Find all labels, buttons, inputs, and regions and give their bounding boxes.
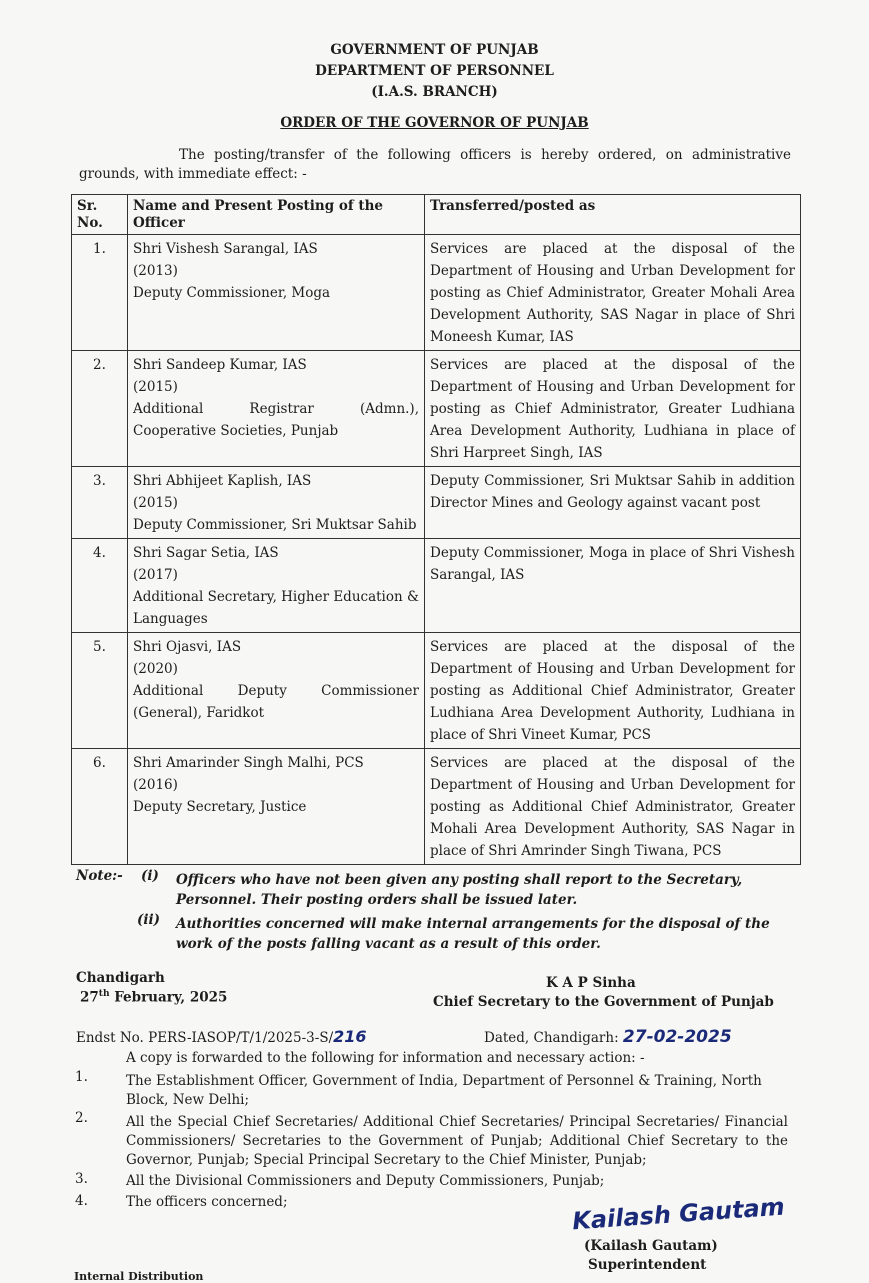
row-sr: 6. — [72, 749, 128, 865]
internal-distribution-heading: Internal Distribution — [74, 1270, 204, 1283]
endorsement-dated-label: Dated, Chandigarh: — [484, 1030, 619, 1046]
endorsement-handwritten-number: 216 — [333, 1027, 367, 1046]
copy-item-2-num: 2. — [75, 1110, 88, 1126]
row-sr: 4. — [72, 539, 128, 633]
endorsement-number — [76, 1027, 367, 1046]
officer-name: Shri Ojasvi, IAS — [133, 639, 242, 655]
row-sr: 5. — [72, 633, 128, 749]
officer-name: Shri Abhijeet Kaplish, IAS — [133, 473, 312, 489]
officer-name: Shri Sagar Setia, IAS — [133, 545, 279, 561]
copy-item-4-text: The officers concerned; — [126, 1194, 288, 1210]
row-transfer: Services are placed at the disposal of the Department of Housing and Urban Development for posting as Chief Administrator, Greater Ludhiana Area Development Authority, Ludhiana in place of Shri Harpreet Singh, IAS — [425, 351, 801, 467]
place: Chandigarh — [76, 970, 165, 986]
row-transfer: Services are placed at the disposal of the Department of Housing and Urban Development for posting as Additional Chief Administrator, Greater Mohali Area Development Authority, SAS Nagar in place of Shri Amrinder Singh Tiwana, PCS — [425, 749, 801, 865]
header-name-posting: Name and Present Posting of the Officer — [128, 195, 425, 235]
superintendent-name: (Kailash Gautam) — [584, 1238, 718, 1254]
table-row — [72, 235, 801, 351]
endorsement-prefix: Endst No. PERS-IASOP/T/1/2025-3-S/ — [76, 1030, 334, 1046]
signatory-name: K A P Sinha — [546, 975, 636, 991]
copy-item-1-num: 1. — [75, 1069, 88, 1085]
endorsement-dated — [484, 1027, 732, 1047]
note-2-num: (ii) — [137, 912, 161, 928]
table-header-row — [72, 195, 801, 235]
intro-paragraph — [79, 146, 791, 184]
header-transferred: Transferred/posted as — [425, 195, 801, 235]
order-date-day: 27 — [80, 989, 99, 1006]
header-government: GOVERNMENT OF PUNJAB — [330, 42, 539, 58]
row-sr: 2. — [72, 351, 128, 467]
row-officer — [128, 351, 425, 467]
order-date — [80, 989, 227, 1006]
endorsement-handwritten-date: 27-02-2025 — [622, 1027, 732, 1047]
table-row — [72, 351, 801, 467]
note-1-num: (i) — [141, 868, 159, 884]
officer-posting: Deputy Commissioner, Moga — [133, 285, 331, 301]
row-officer — [128, 633, 425, 749]
officer-name: Shri Sandeep Kumar, IAS — [133, 357, 307, 373]
row-transfer: Deputy Commissioner, Sri Muktsar Sahib in addition Director Mines and Geology against vacant post — [425, 467, 801, 539]
officer-name: Shri Amarinder Singh Malhi, PCS — [133, 755, 364, 771]
officer-posting: Deputy Commissioner, Sri Muktsar Sahib — [133, 517, 417, 533]
officer-posting: Deputy Secretary, Justice — [133, 799, 307, 815]
note-1-text: Officers who have not been given any posting shall report to the Secretary, Personnel. Their posting orders shall be issued later. — [176, 872, 743, 908]
order-date-suffix: th — [98, 989, 110, 999]
officer-posting: Additional Secretary, Higher Education & Languages — [133, 589, 419, 627]
copy-item-3-num: 3. — [75, 1171, 88, 1187]
header-sr-no: Sr. No. — [72, 195, 128, 235]
note-2-text: Authorities concerned will make internal arrangements for the disposal of the work of the posts falling vacant as a result of this order. — [176, 916, 770, 952]
row-officer — [128, 467, 425, 539]
order-date-rest: February, 2025 — [109, 989, 228, 1006]
row-transfer: Deputy Commissioner, Moga in place of Shri Vishesh Sarangal, IAS — [425, 539, 801, 633]
officer-batch: (2016) — [133, 777, 178, 793]
order-title: ORDER OF THE GOVERNOR OF PUNJAB — [280, 115, 589, 131]
row-officer — [128, 235, 425, 351]
officer-batch: (2015) — [133, 495, 178, 511]
header-branch: (I.A.S. BRANCH) — [371, 84, 498, 100]
officer-posting: Additional Registrar (Admn.), Cooperative Societies, Punjab — [133, 401, 419, 439]
copy-item-2-text: All the Special Chief Secretaries/ Additional Chief Secretaries/ Principal Secretaries/ Financial Commissioners/ Secretaries to the Government of Punjab; Additional Chief Secretary to the Governor, Punjab; Special Principal Secretary to the Chief Minister, Punjab; — [126, 1114, 788, 1168]
copy-item-3-text: All the Divisional Commissioners and Deputy Commissioners, Punjab; — [126, 1173, 605, 1189]
table-row — [72, 633, 801, 749]
row-sr: 3. — [72, 467, 128, 539]
officer-batch: (2013) — [133, 263, 178, 279]
superintendent-title: Superintendent — [588, 1257, 707, 1273]
table-row — [72, 749, 801, 865]
header-department: DEPARTMENT OF PERSONNEL — [315, 63, 554, 79]
copy-item-1-text: The Establishment Officer, Government of India, Department of Personnel & Training, North Block, New Delhi; — [126, 1073, 762, 1108]
row-officer — [128, 539, 425, 633]
posting-table — [71, 194, 801, 865]
officer-posting: Additional Deputy Commissioner (General), Faridkot — [133, 683, 419, 721]
copy-item-4-num: 4. — [75, 1193, 88, 1209]
table-row — [72, 467, 801, 539]
officer-batch: (2015) — [133, 379, 178, 395]
superintendent-signature: Kailash Gautam — [571, 1192, 786, 1236]
row-transfer: Services are placed at the disposal of the Department of Housing and Urban Development for posting as Chief Administrator, Greater Mohali Area Development Authority, SAS Nagar in place of Shri Moneesh Kumar, IAS — [425, 235, 801, 351]
officer-name: Shri Vishesh Sarangal, IAS — [133, 241, 318, 257]
table-row — [72, 539, 801, 633]
copy-forward-line: A copy is forwarded to the following for information and necessary action: - — [126, 1050, 645, 1066]
note-label: Note:- — [76, 868, 123, 884]
row-transfer: Services are placed at the disposal of the Department of Housing and Urban Development for posting as Additional Chief Administrator, Greater Ludhiana Area Development Authority, Ludhiana in place of Shri Vineet Kumar, PCS — [425, 633, 801, 749]
row-officer — [128, 749, 425, 865]
signatory-title: Chief Secretary to the Government of Punjab — [433, 994, 774, 1010]
row-sr: 1. — [72, 235, 128, 351]
intro-text: The posting/transfer of the following officers is hereby ordered, on administrative grounds, with immediate effect: - — [79, 147, 791, 182]
officer-batch: (2017) — [133, 567, 178, 583]
officer-batch: (2020) — [133, 661, 178, 677]
